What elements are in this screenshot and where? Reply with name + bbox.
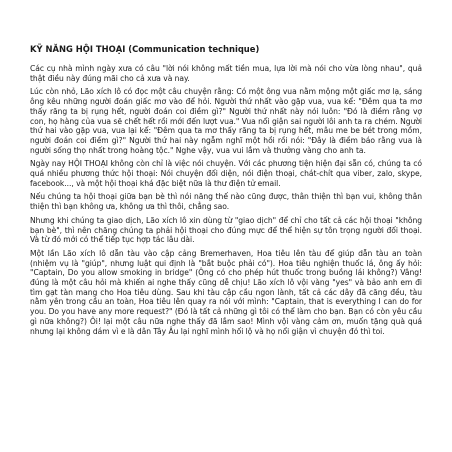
document-title: KỸ NĂNG HỘI THOẠI (Communication technique) — [30, 44, 260, 54]
paragraph-pilot-story: Một lần Lão xích lô dẫn tàu vào cập cảng Bremerhaven, Hoa tiêu lên tàu để giúp dẫn tàu an toàn (nhiệm vụ là "giúp", nhưng luật qui định là "bắt buộc phải có"). Hoa tiêu nghiện thuốc lá, ông ấy hỏi: "Captain, Do you allow smoking in bridge" (Ông có cho phép hút thuốc trong buồng lái không?) Vâng! đúng là một câu hỏi mà khiến ai nghe thấy cũng dễ chịu! Lão xích lô vội vàng "yes" và bảo anh em đi tìm gạt tàn mang cho Hoa tiêu dùng. Sau khi tàu cập cầu ngon lành, tất cả các dây đã căng đều, tàu nằm yên trong cầu an toàn, Hoa tiêu lên quay ra nói với mình: "Captain, that is everything I can do for you. Do you have any more request?" (Đó là tất cả những gì tôi có thể làm cho bạn. Bạn có còn yêu cầu gì nữa không?) Ôi! lại một câu nữa nghe thấy đã lắm sao! Mình vội vàng cảm ơn, muốn tặng quà quá nhưng lại không dám vì e là dân Tây Âu lại nghĩ mình hối lộ và họ nổi giận vì chuyện đó thì toi. — [30, 248, 422, 336]
paragraph-king-story: Lúc còn nhỏ, Lão xích lô có đọc một câu chuyện rằng: Có một ông vua nằm mộng một giấc mơ lạ, sáng ông kêu những người đoán giấc mơ vào để hỏi. Người thứ nhất vào gặp vua, vua kể: "Đêm qua ta mơ thấy răng ta bị rụng hết, người đoán coi điềm gì?" Người thứ nhất này nói luôn: "Đó là điềm rằng vợ con, họ hàng của vua sẽ chết hết rồi mới đến lượt vua." Vua nổi giận sai người lôi anh ta ra chém. Người thứ hai vào gặp vua, vua lại kể: "Đêm qua ta mơ thấy răng ta bị rụng hết, mâu me be bét trong mồm, người đoán coi điềm gì?" Người thứ hai này ngẫm nghĩ một hồi rồi nói: "Đây là điềm báo rằng vua là người sống thọ nhất trong hoàng tộc." Nghe vậy, vua vui lắm và thưởng vàng cho anh ta. — [30, 87, 422, 155]
paragraph-friends: Nếu chúng ta hội thoại giữa bạn bè thì nói năng thế nào cũng được, thân thiện thì bạn vui, không thân thiện thì bạn không ưa, không ưa thì thôi, chẳng sao. — [30, 192, 422, 212]
paragraph-transactions: Nhưng khi chúng ta giao dịch, Lão xích lô xin dùng từ "giao dịch" để chỉ cho tất cả các hội thoại "không bạn bè", thì nên chăng chúng ta phải hội thoại cho đúng mực để thể hiện sự tôn trọng người đối thoại. Và từ đó mới có thể tiếp tục hợp tác lâu dài. — [30, 215, 422, 245]
paragraph-modern-dialogue: Ngày nay HỘI THOẠI không còn chỉ là việc nói chuyện. Với các phương tiện hiện đại sẵn có, chúng ta có quá nhiều phương thức hội thoại: Nói chuyện đối diện, nói điện thoại, chát-chít qua viber, zalo, skype, facebook..., và một hội thoại khá đặc biệt nữa là thư điện tử email. — [30, 159, 422, 188]
paragraph-proverb: Các cụ nhà mình ngày xưa có câu "lời nói không mất tiền mua, lựa lời mà nói cho vừa lòng nhau", quả thật điều này đúng mãi cho cả xưa và nay. — [30, 64, 422, 83]
